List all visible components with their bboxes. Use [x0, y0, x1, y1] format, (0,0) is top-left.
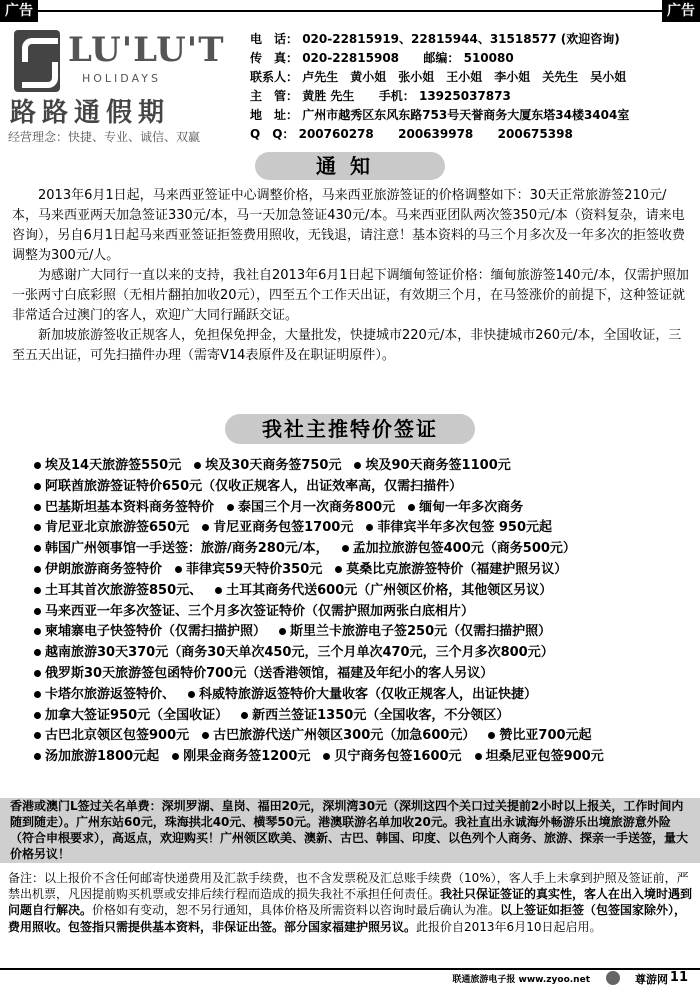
remarks — [8, 870, 694, 935]
visa-item: 俄罗斯30天旅游签包函特价700元（送香港领馆，福建及年纪小的客人另议） — [45, 665, 494, 681]
visa-item: 莫桑比克旅游签特价（福建护照另议） — [346, 561, 568, 577]
persons-label: 联系人： — [250, 70, 299, 84]
address-label: 地 址： — [250, 108, 299, 122]
bullet-icon — [34, 670, 41, 677]
bullet-icon — [34, 628, 41, 635]
contact-info — [250, 30, 698, 144]
header — [0, 24, 700, 148]
bullet-icon — [342, 545, 349, 552]
visa-row — [34, 477, 694, 498]
visa-item: 伊朗旅游商务签特价 — [45, 561, 163, 577]
tel-label: 电 话： — [250, 32, 299, 46]
visa-row — [34, 602, 694, 623]
visa-item: 古巴北京领区包签900元 — [45, 728, 190, 744]
visa-item: 韩国广州领事馆一手送签：旅游/商务280元/本， — [45, 541, 329, 557]
bullet-icon — [408, 504, 415, 511]
bullet-icon — [194, 462, 201, 469]
bullet-icon — [175, 566, 182, 573]
company-logo — [8, 28, 240, 144]
featured-banner — [0, 414, 700, 444]
company-motto: 经营理念：快捷、专业、诚信、双赢 — [8, 130, 201, 144]
visa-item: 土耳其首次旅游签850元、 — [45, 582, 203, 598]
visa-row — [34, 581, 694, 602]
page-number: 11 — [669, 970, 688, 985]
bullet-icon — [34, 545, 41, 552]
bullet-icon — [188, 691, 195, 698]
bullet-icon — [354, 462, 361, 469]
footer-rule — [0, 968, 700, 970]
visa-item: 菲律宾半年多次包签 950元起 — [377, 520, 552, 536]
visa-item: 科威特旅游返签特价大量收客（仅收正规客人，出证快捷） — [199, 686, 538, 702]
hk-macau-text: 香港或澳门L签过关名单费：深圳罗湖、皇岗、福田20元，深圳湾30元（深圳这四个关口过关提前2小时以上报关，工作时间内随到随走）。广州东站60元，珠海拱北40元、横琴50元。港澳联游名单加收20元。我社直出永诚海外畅游乐出境旅游意外险（符合申根要求），高返点，欢迎购买！广州领区欧美、澳新、古巴、韩国、印度、以色列个人商务、旅游、探亲一手送签，量大价格另议！ — [10, 799, 689, 861]
visa-row — [34, 622, 694, 643]
contact-qq-row — [250, 125, 698, 144]
visa-row — [34, 643, 694, 664]
bullet-icon — [323, 753, 330, 760]
postcode-label: 邮编： — [423, 51, 460, 65]
footer-brand: 尊游网 — [635, 973, 668, 986]
visa-row — [34, 664, 694, 685]
visa-item: 阿联酋旅游签证特价650元（仅收正规客人，出证效率高，仅需扫描件） — [45, 478, 463, 494]
bullet-icon — [34, 462, 41, 469]
top-bar — [0, 0, 700, 22]
visa-item: 柬埔寨电子快签特价（仅需扫描护照） — [45, 624, 267, 640]
bullet-icon — [366, 524, 373, 531]
postcode-value: 510080 — [463, 51, 514, 65]
tel-value: 020-22815919、22815944、31518577 (欢迎咨询) — [302, 32, 620, 46]
logo-subtitle: HOLIDAYS — [82, 72, 161, 85]
visa-item: 土耳其商务代送600元（广州领区价格，其他领区另议） — [226, 582, 553, 598]
bullet-icon — [215, 587, 222, 594]
visa-item: 马来西亚一年多次签证、三个月多次签证特价（仅需护照加两张白底相片） — [45, 603, 475, 619]
bullet-icon — [475, 753, 482, 760]
manager-label: 主 管： — [250, 89, 299, 103]
bullet-icon — [34, 483, 41, 490]
notice-title: 通知 — [255, 152, 445, 180]
visa-item: 贝宁商务包签1600元 — [334, 749, 462, 765]
bullet-icon — [34, 753, 41, 760]
mobile-label: 手机： — [378, 89, 415, 103]
bullet-icon — [241, 712, 248, 719]
bullet-icon — [34, 691, 41, 698]
hk-macau-notice — [0, 798, 700, 863]
visa-item: 巴基斯坦基本资料商务签特价 — [45, 499, 215, 515]
visa-row — [34, 539, 694, 560]
footer-logo-icon — [606, 971, 620, 985]
remark-d: 以上签证如拒签（包签国家除外），费用照收。包签指只需提供基本资料，非保证出签。部分国家福建护照另议。 — [8, 903, 687, 934]
featured-title: 我社主推特价签证 — [225, 414, 475, 444]
bullet-icon — [172, 753, 179, 760]
visa-item: 肯尼亚商务包签1700元 — [213, 520, 354, 536]
remark-b: 我社只保证签证的真实性，客人在出入境时遇到问题自行解决。 — [8, 887, 693, 918]
fax-value: 020-22815908 — [302, 51, 400, 65]
visa-item: 坦桑尼亚包签900元 — [485, 749, 604, 765]
notice-paragraph-myanmar: 为感谢广大同行一直以来的支持，我社自2013年6月1日起下调缅甸签证价格：缅甸旅游签140元/本，仅需护照加一张两寸白底彩照（无相片翻拍加收20元），四至五个工作天出证，有效期三个月，在马签涨价的前提下，这种签证就非常适合过澳门的客人，欢迎广大同行踊跃交证。 — [12, 268, 689, 323]
bullet-icon — [227, 504, 234, 511]
contact-persons-row — [250, 68, 698, 87]
top-rule — [0, 10, 700, 12]
notice-body — [12, 186, 692, 366]
notice-banner — [0, 152, 700, 180]
visa-row — [34, 518, 694, 539]
visa-item: 新西兰签证1350元（全国收客，不分领区） — [252, 707, 510, 723]
persons-value: 卢先生 黄小姐 张小姐 王小姐 李小姐 关先生 吴小姐 — [302, 70, 627, 84]
visa-row — [34, 726, 694, 747]
visa-row — [34, 747, 694, 768]
visa-item: 埃及14天旅游签550元 — [45, 458, 182, 473]
visa-item: 汤加旅游1800元起 — [45, 749, 160, 765]
visa-item: 斯里兰卡旅游电子签250元（仅需扫描护照） — [290, 624, 552, 640]
visa-item: 泰国三个月一次商务800元 — [238, 499, 396, 515]
remark-e: 此报价自2013年6月10日起启用。 — [416, 919, 602, 934]
remark-a: 备注：以上报价不含任何邮寄快递费用及汇款手续费，也不含发票税及汇总账手续费（10%），客人手上未拿到护照及签证前，严禁出机票，凡因提前购买机票或安排后续行程而造成的损失我社不承担任何责任。 — [8, 871, 689, 902]
ad-label-left: 广告 — [0, 0, 38, 22]
visa-item: 埃及90天商务签1100元 — [365, 458, 511, 473]
visa-row — [34, 560, 694, 581]
bullet-icon — [202, 732, 209, 739]
visa-item: 古巴旅游代送广州领区300元（加急600元） — [213, 728, 476, 744]
bullet-icon — [488, 732, 495, 739]
visa-row — [34, 685, 694, 706]
logo-chinese-name: 路路通假期 — [10, 98, 171, 128]
address-value: 广州市越秀区东风东路753号天誉商务大厦东塔34楼3404室 — [302, 108, 630, 122]
bullet-icon — [34, 566, 41, 573]
visa-item: 赞比亚700元起 — [499, 728, 592, 744]
visa-item: 肯尼亚北京旅游签650元 — [45, 520, 190, 536]
bullet-icon — [202, 524, 209, 531]
visa-item: 孟加拉旅游包签400元（商务500元） — [352, 541, 576, 557]
notice-paragraph-malaysia: 2013年6月1日起，马来西亚签证中心调整价格，马来西亚旅游签证的价格调整如下：30天正常旅游签210元/本，马来西亚两天加急签证330元/本，马一天加急签证430元/本。马来西亚团队两次签350元/本（资料复杂，请来电咨询），另自6月1日起马来西亚签证拒签费用照收，无钱退，请注意！基本资料的马三个月多次及一年多次的拒签收费调整为300元/人。 — [12, 188, 686, 263]
footer — [0, 968, 700, 987]
qq-number-1: 200760278 — [298, 127, 374, 141]
visa-item: 刚果金商务签1200元 — [183, 749, 311, 765]
manager-value: 黄胜 先生 — [302, 89, 355, 103]
notice-paragraph-singapore: 新加坡旅游签收正规客人，免担保免押金，大量批发，快捷城市220元/本，非快捷城市260元/本，全国收证，三至五天出证，可先扫描件办理（需寄V14表原件及在职证明原件）。 — [12, 328, 682, 363]
remark-c: 价格如有变动，恕不另行通知，具体价格及所需资料以咨询时最后确认为准。 — [92, 903, 501, 918]
bullet-icon — [34, 587, 41, 594]
contact-manager-row — [250, 87, 698, 106]
qq-label: Q Q： — [250, 127, 295, 141]
qq-number-2: 200639978 — [398, 127, 474, 141]
bullet-icon — [335, 566, 342, 573]
qq-number-3: 200675398 — [497, 127, 573, 141]
contact-fax-row — [250, 49, 698, 68]
logo-brand: LU'LU'T — [68, 30, 225, 70]
footer-publication: 联通旅游电子报 www.zyoo.net — [452, 975, 590, 985]
visa-item: 菲律宾59天特价350元 — [186, 561, 323, 577]
visa-item: 缅甸一年多次商务 — [419, 499, 524, 515]
visa-item: 加拿大签证950元（全国收证） — [45, 707, 229, 723]
bullet-icon — [34, 649, 41, 656]
bullet-icon — [34, 608, 41, 615]
visa-row — [34, 498, 694, 519]
contact-address-row — [250, 106, 698, 125]
visa-row — [34, 706, 694, 727]
fax-label: 传 真： — [250, 51, 299, 65]
contact-tel-row — [250, 30, 698, 49]
visa-row — [34, 456, 694, 477]
bullet-icon — [34, 712, 41, 719]
bullet-icon — [34, 524, 41, 531]
mobile-value: 13925037873 — [418, 89, 511, 103]
visa-item: 埃及30天商务签750元 — [205, 458, 342, 473]
visa-item: 越南旅游30天370元（商务30天单次450元，三个月单次470元，三个月多次800元） — [45, 645, 554, 661]
bullet-icon — [279, 628, 286, 635]
bullet-icon — [34, 504, 41, 511]
ad-label-right: 广告 — [662, 0, 700, 22]
featured-visa-list — [34, 456, 694, 768]
bullet-icon — [34, 732, 41, 739]
logo-s-icon — [14, 30, 60, 92]
visa-item: 卡塔尔旅游返签特价、 — [45, 686, 176, 702]
